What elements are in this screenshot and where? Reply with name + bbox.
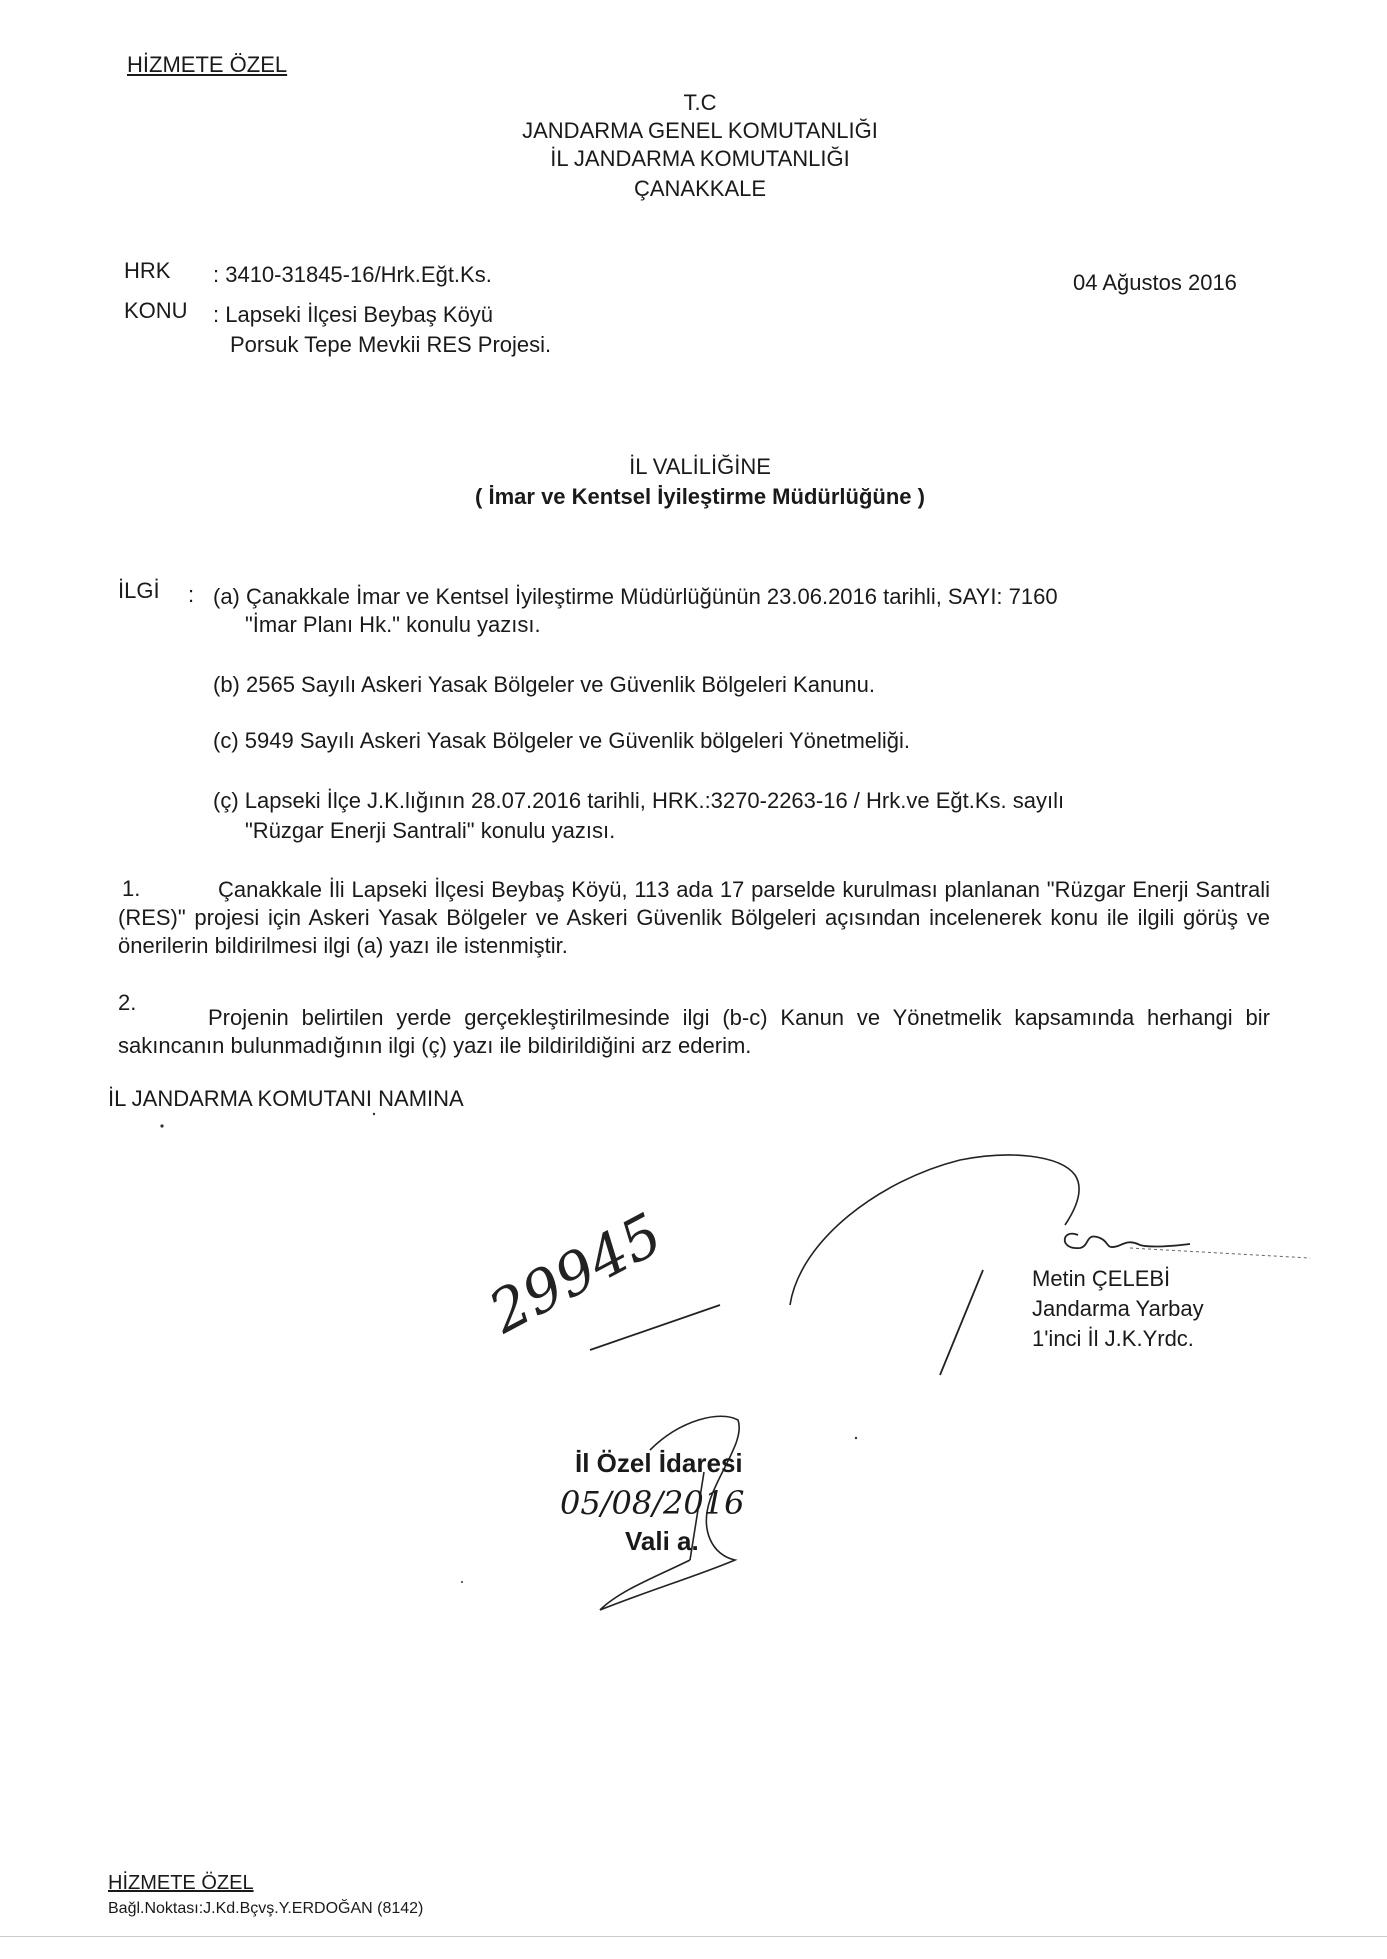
- handwritten-number: 29945: [478, 1199, 673, 1347]
- signature-slash: [940, 1270, 983, 1375]
- paragraph-2: Projenin belirtilen yerde gerçekleştirilmesinde ilgi (b-c) Kanun ve Yönetmelik kapsamında herhangi bir sakıncanın bulunmadığının ilgi (ç) yazı ile bildirildiğini arz ederim.: [118, 1005, 1270, 1058]
- stamp-date: 05/08/2016: [560, 1484, 745, 1522]
- ilgi-b: (b) 2565 Sayılı Askeri Yasak Bölgeler ve Güvenlik Bölgeleri Kanunu.: [213, 672, 875, 697]
- ilgi-label: İLGİ: [118, 578, 160, 603]
- header-tc: T.C: [683, 90, 717, 115]
- paragraph-1-number: 1.: [122, 876, 141, 901]
- ilgi-separator: :: [188, 582, 195, 607]
- ilgi-cc-line1: (ç) Lapseki İlçe J.K.lığının 28.07.2016 tarihli, HRK.:3270-2263-16 / Hrk.ve Eğt.Ks. sayılı: [213, 788, 1065, 813]
- header-jgk: JANDARMA GENEL KOMUTANLIĞI: [522, 118, 878, 143]
- signer-name: Metin ÇELEBİ: [1032, 1266, 1171, 1291]
- stamp-vali: Vali a.: [625, 1526, 699, 1556]
- hrk-label: HRK: [124, 258, 171, 283]
- signature-scribble: [1065, 1234, 1190, 1249]
- header-city: ÇANAKKALE: [633, 176, 767, 201]
- paragraph-2-number: 2.: [118, 990, 137, 1015]
- signer-title: 1'inci İl J.K.Yrdc.: [1032, 1326, 1194, 1351]
- konu-label: KONU: [124, 298, 188, 323]
- konu-value-line2: Porsuk Tepe Mevkii RES Projesi.: [230, 332, 552, 357]
- konu-value-line1: : Lapseki İlçesi Beybaş Köyü: [213, 302, 494, 327]
- signature-line: [1130, 1248, 1310, 1258]
- classification-top: HİZMETE ÖZEL: [127, 52, 288, 77]
- ilgi-c: (c) 5949 Sayılı Askeri Yasak Bölgeler ve Güvenlik bölgeleri Yönetmeliği.: [213, 728, 911, 753]
- signature-namina: İL JANDARMA KOMUTANI NAMINA: [108, 1086, 464, 1111]
- hrk-value: : 3410-31845-16/Hrk.Eğt.Ks.: [213, 262, 492, 287]
- document-date: 04 Ağustos 2016: [1073, 270, 1237, 295]
- footer-contact: Bağl.Noktası:J.Kd.Bçvş.Y.ERDOĞAN (8142): [108, 1900, 424, 1917]
- paragraph-1: Çanakkale İli Lapseki İlçesi Beybaş Köyü, 113 ada 17 parselde kurulması planlanan "Rüzgar Enerji Santrali (RES)" projesi için Askeri Yasak Bölgeler ve Askeri Güvenlik Bölgeleri açısından incelenerek konu ile ilgili görüş ve önerilerin bildirilmesi ilgi (a) yazı ile istenmiştir.: [118, 877, 1270, 958]
- ilgi-a-line1: (a) Çanakkale İmar ve Kentsel İyileştirme Müdürlüğünün 23.06.2016 tarihli, SAYI: 7160: [213, 584, 1058, 609]
- signer-rank: Jandarma Yarbay: [1032, 1296, 1204, 1321]
- signature-arc: [790, 1155, 1079, 1305]
- addressee-line2: ( İmar ve Kentsel İyileştirme Müdürlüğüne ): [475, 484, 925, 509]
- classification-bottom: HİZMETE ÖZEL: [108, 1872, 254, 1894]
- ilgi-cc-line2: "Rüzgar Enerji Santrali" konulu yazısı.: [245, 818, 616, 843]
- header-ijk: İL JANDARMA KOMUTANLIĞI: [550, 146, 850, 171]
- page-bottom-line: [0, 1936, 1387, 1937]
- ilgi-a-line2: "İmar Planı Hk." konulu yazısı.: [245, 612, 541, 637]
- number-underline: [590, 1305, 720, 1350]
- stamp-office: İl Özel İdaresi: [575, 1448, 743, 1478]
- addressee-line1: İL VALİLİĞİNE: [629, 454, 771, 479]
